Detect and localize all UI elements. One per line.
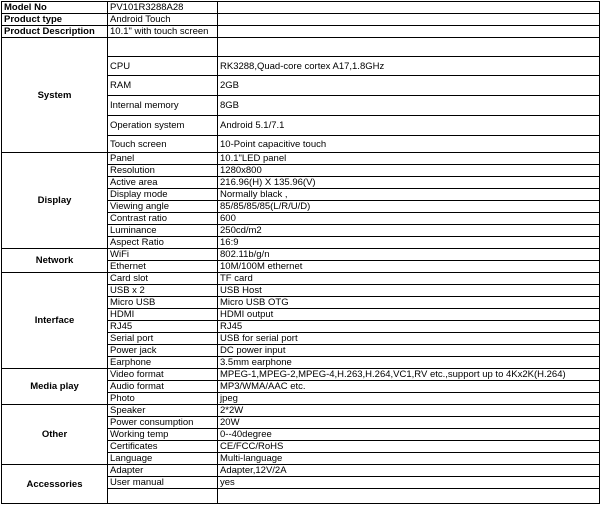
spec-row xyxy=(2,405,600,417)
desc-label: Product Description xyxy=(2,26,108,38)
spec-row xyxy=(2,153,600,165)
spec-row xyxy=(2,249,600,261)
spec-value: 802.11b/g/n xyxy=(218,249,600,261)
spec-key: Display mode xyxy=(108,189,218,201)
spec-value: 85/85/85/85(L/R/U/D) xyxy=(218,201,600,213)
type-label: Product type xyxy=(2,14,108,26)
spec-value: MP3/WMA/AAC etc. xyxy=(218,381,600,393)
desc-empty xyxy=(218,26,600,38)
spec-value: CE/FCC/RoHS xyxy=(218,441,600,453)
spec-value: 8GB xyxy=(218,96,600,116)
model-empty xyxy=(218,2,600,14)
spec-value: Adapter,12V/2A xyxy=(218,465,600,477)
spec-key: Power consumption xyxy=(108,417,218,429)
empty-key xyxy=(108,489,218,504)
spec-row xyxy=(2,273,600,285)
spec-value: USB Host xyxy=(218,285,600,297)
spec-key: Power jack xyxy=(108,345,218,357)
spec-value: MPEG-1,MPEG-2,MPEG-4,H.263,H.264,VC1,RV etc.,support up to 4Kx2K(H.264) xyxy=(218,369,600,381)
desc-value: 10.1" with touch screen xyxy=(108,26,218,38)
spec-key: Internal memory xyxy=(108,96,218,116)
spec-key: RJ45 xyxy=(108,321,218,333)
spec-value: 10M/100M ethernet xyxy=(218,261,600,273)
type-empty xyxy=(218,14,600,26)
category-display: Display xyxy=(2,153,108,249)
spec-key: Speaker xyxy=(108,405,218,417)
spec-key: Viewing angle xyxy=(108,201,218,213)
type-row xyxy=(2,14,600,26)
spec-key: Earphone xyxy=(108,357,218,369)
spec-value: RJ45 xyxy=(218,321,600,333)
spec-row xyxy=(2,369,600,381)
system-gap-value xyxy=(218,38,600,57)
type-value: Android Touch xyxy=(108,14,218,26)
spec-key: USB x 2 xyxy=(108,285,218,297)
desc-row xyxy=(2,26,600,38)
spec-key: Aspect Ratio xyxy=(108,237,218,249)
spec-table xyxy=(1,1,600,504)
spec-key: Ethernet xyxy=(108,261,218,273)
spec-value: 10.1"LED panel xyxy=(218,153,600,165)
model-value: PV101R3288A28 xyxy=(108,2,218,14)
spec-value: Normally black , xyxy=(218,189,600,201)
spec-key: Operation system xyxy=(108,116,218,136)
spec-value: HDMI output xyxy=(218,309,600,321)
spec-value: 3.5mm earphone xyxy=(218,357,600,369)
spec-value: USB for serial port xyxy=(218,333,600,345)
category-interface: Interface xyxy=(2,273,108,369)
category-system: System xyxy=(2,38,108,153)
spec-value: TF card xyxy=(218,273,600,285)
spec-value: 216.96(H) X 135.96(V) xyxy=(218,177,600,189)
spec-key: Language xyxy=(108,453,218,465)
system-gap-row xyxy=(2,38,600,57)
spec-value: DC power input xyxy=(218,345,600,357)
spec-value: RK3288,Quad-core cortex A17,1.8GHz xyxy=(218,57,600,76)
spec-value: 2*2W xyxy=(218,405,600,417)
spec-value: 0--40degree xyxy=(218,429,600,441)
spec-key: Luminance xyxy=(108,225,218,237)
spec-key: Video format xyxy=(108,369,218,381)
spec-key: Micro USB xyxy=(108,297,218,309)
spec-row xyxy=(2,465,600,477)
model-row xyxy=(2,2,600,14)
spec-key: Audio format xyxy=(108,381,218,393)
system-gap-key xyxy=(108,38,218,57)
spec-value: 250cd/m2 xyxy=(218,225,600,237)
spec-key: Serial port xyxy=(108,333,218,345)
spec-value: yes xyxy=(218,477,600,489)
spec-key: Touch screen xyxy=(108,136,218,153)
spec-value: 20W xyxy=(218,417,600,429)
spec-key: Working temp xyxy=(108,429,218,441)
spec-value: 600 xyxy=(218,213,600,225)
spec-key: Active area xyxy=(108,177,218,189)
category-accessories: Accessories xyxy=(2,465,108,504)
spec-key: CPU xyxy=(108,57,218,76)
category-network: Network xyxy=(2,249,108,273)
spec-key: Card slot xyxy=(108,273,218,285)
spec-key: Certificates xyxy=(108,441,218,453)
model-label: Model No xyxy=(2,2,108,14)
spec-value: Micro USB OTG xyxy=(218,297,600,309)
spec-key: Adapter xyxy=(108,465,218,477)
spec-key: Panel xyxy=(108,153,218,165)
spec-key: RAM xyxy=(108,76,218,96)
spec-value: jpeg xyxy=(218,393,600,405)
spec-key: User manual xyxy=(108,477,218,489)
spec-key: Photo xyxy=(108,393,218,405)
spec-value: 1280x800 xyxy=(218,165,600,177)
category-media-play: Media play xyxy=(2,369,108,405)
spec-key: HDMI xyxy=(108,309,218,321)
spec-value: Multi-language xyxy=(218,453,600,465)
spec-value: 10-Point capacitive touch xyxy=(218,136,600,153)
spec-value: Android 5.1/7.1 xyxy=(218,116,600,136)
spec-value: 2GB xyxy=(218,76,600,96)
category-other: Other xyxy=(2,405,108,465)
spec-key: Contrast ratio xyxy=(108,213,218,225)
spec-value: 16:9 xyxy=(218,237,600,249)
spec-key: WiFi xyxy=(108,249,218,261)
spec-key: Resolution xyxy=(108,165,218,177)
empty-value xyxy=(218,489,600,504)
